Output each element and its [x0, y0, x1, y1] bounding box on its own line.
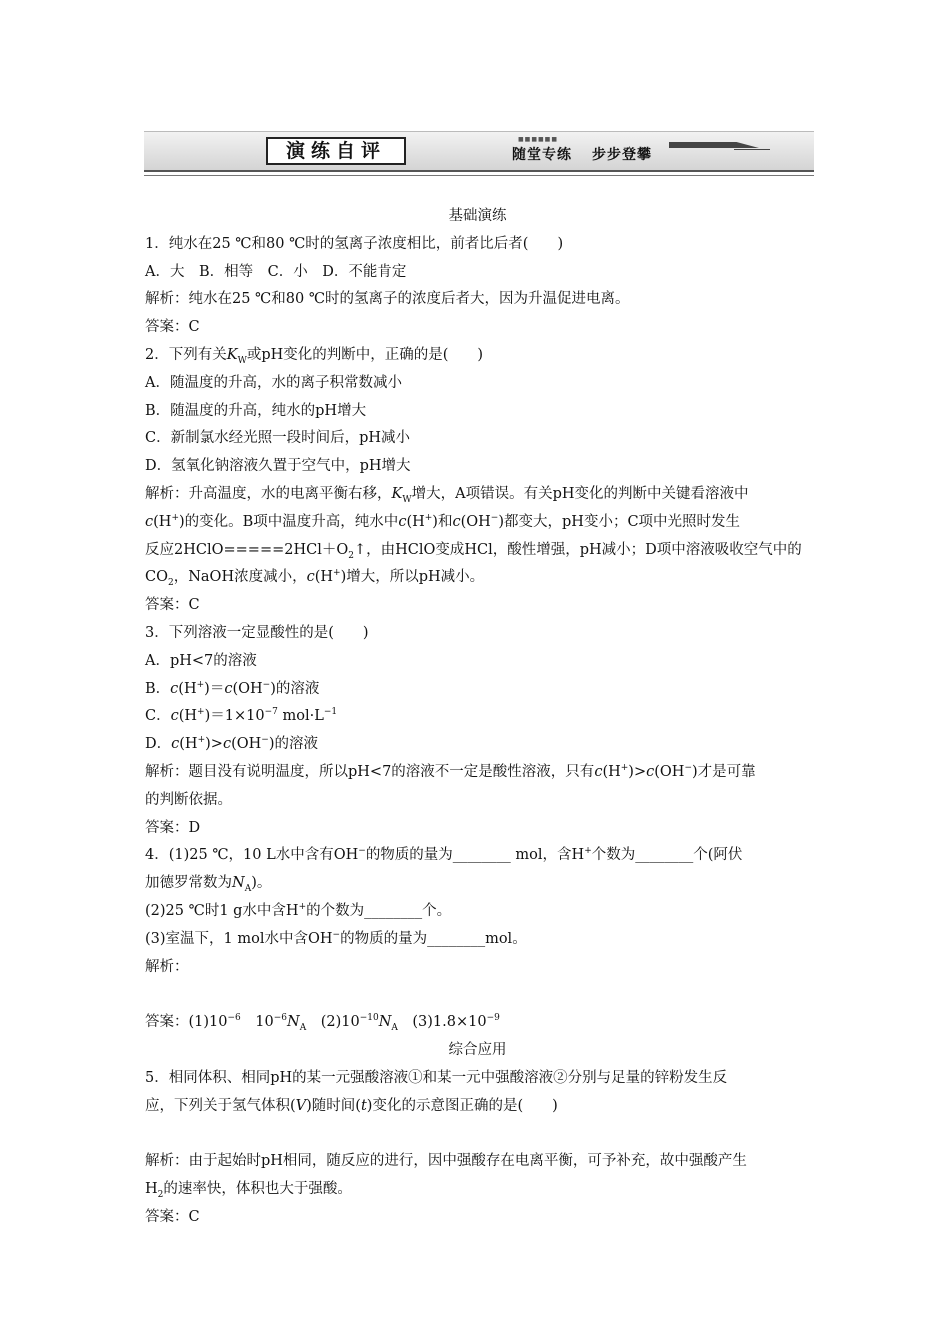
q3-answer: 答案：D	[145, 819, 201, 836]
banner-subtitle-2: 步步登攀	[592, 147, 652, 163]
q5-answer: 答案：C	[145, 1208, 200, 1225]
q3-option-b: B．c(H+)＝c(OH−)的溶液	[145, 679, 320, 697]
q1-analysis: 解析：纯水在25 ℃和80 ℃时的氢离子的浓度后者大，因为升温促进电离。	[145, 291, 630, 308]
q4-part-1: 4．(1)25 ℃，10 L水中含有OH−的物质的量为________ mol，含H+个数为________个(阿伏	[145, 846, 743, 864]
q2-option-d: D．氢氧化钠溶液久置于空气中，pH增大	[145, 458, 411, 475]
q5-analysis-line-2: $H_2$的速率快，体积也大于强酸。	[145, 1180, 352, 1200]
q4-answer: 答案：$(1)10^{-6}$ $10^{-6}N_A$ $(2)10^{-10}N_A$ $(3)1.8\times 10^{-9}$	[145, 1013, 500, 1033]
q2-analysis-line-1: 解析：升高温度，水的电离平衡右移，$K_W$增大，A项错误。有关pH变化的判断中关键看溶液中	[145, 485, 749, 505]
q2-analysis-line-3: 反应$2HClO=====2HCl+O_2↑$，由HClO变成HCl，酸性增强，pH减小；D项中溶液吸收空气中的	[145, 541, 802, 561]
exercise-content	[145, 203, 810, 1231]
banner-dots: ■■■■■■	[518, 136, 559, 143]
q2-analysis-line-4: $CO_2$，NaOH浓度减小，c(H+)增大，所以pH减小。	[145, 568, 485, 589]
banner-subtitle	[512, 144, 672, 164]
section-banner	[144, 131, 814, 172]
section-heading-applied: 综合应用	[448, 1041, 507, 1058]
banner-arrow-icon	[669, 142, 759, 148]
q5-stem-line-2: 应，下列关于氢气体积(V)随时间(t)变化的示意图正确的是( )	[145, 1097, 558, 1114]
banner-arrow-line	[734, 149, 770, 150]
q1-options: A．大 B．相等 C．小 D．不能肯定	[145, 263, 407, 280]
q3-analysis-line-2: 的判断依据。	[145, 791, 232, 808]
q2-stem: 2．下列有关$K_W$或pH变化的判断中，正确的是( )	[145, 346, 484, 366]
q2-option-c: C．新制氯水经光照一段时间后，pH减小	[145, 430, 411, 447]
q2-option-b: B．随温度的升高，纯水的pH增大	[145, 402, 367, 419]
q5-stem-line-1: 5．相同体积、相同pH的某一元强酸溶液①和某一元中强酸溶液②分别与足量的锌粉发生反	[145, 1069, 728, 1086]
q1-stem: 1．纯水在25 ℃和80 ℃时的氢离子浓度相比，前者比后者( )	[145, 235, 564, 252]
q5-analysis-line-1: 解析：由于起始时pH相同，随反应的进行，因中强酸存在电离平衡，可予补充，故中强酸产生	[145, 1153, 747, 1170]
banner-title: 演练自评	[266, 137, 406, 165]
q4-part-1-cont: 加德罗常数为$N_A$)。	[145, 875, 272, 895]
q2-analysis-line-2: c(H+)的变化。B项中温度升高，纯水中c(H+)和c(OH−)都变大，pH变小；C项中光照时发生	[145, 512, 741, 530]
q1-answer: 答案：C	[145, 319, 200, 336]
q4-part-2: (2)25 ℃时1 g水中含H+的个数为________个。	[145, 902, 452, 919]
banner-subtitle-1: 随堂专练	[512, 147, 572, 163]
q3-option-c: C．$c(H^+)=1\times 10^{-7}$ $mol\cdot L^{-1}$	[145, 707, 338, 725]
q3-stem: 3．下列溶液一定显酸性的是( )	[145, 624, 369, 641]
q2-option-a: A．随温度的升高，水的离子积常数减小	[145, 374, 402, 391]
q3-option-a: A．pH<7的溶液	[145, 652, 257, 669]
banner-rule	[144, 175, 814, 176]
q3-option-d: D．c(H+)>c(OH−)的溶液	[145, 735, 318, 753]
q4-analysis: 解析：	[145, 958, 189, 975]
section-heading-basic: 基础演练	[448, 208, 507, 224]
q4-part-3: (3)室温下，1 mol水中含OH−的物质的量为________mol。	[145, 929, 527, 947]
q2-answer: 答案：C	[145, 597, 200, 614]
q3-analysis-line-1: 解析：题目没有说明温度，所以pH<7的溶液不一定是酸性溶液，只有c(H+)>c(OH−)才是可靠	[145, 763, 756, 780]
